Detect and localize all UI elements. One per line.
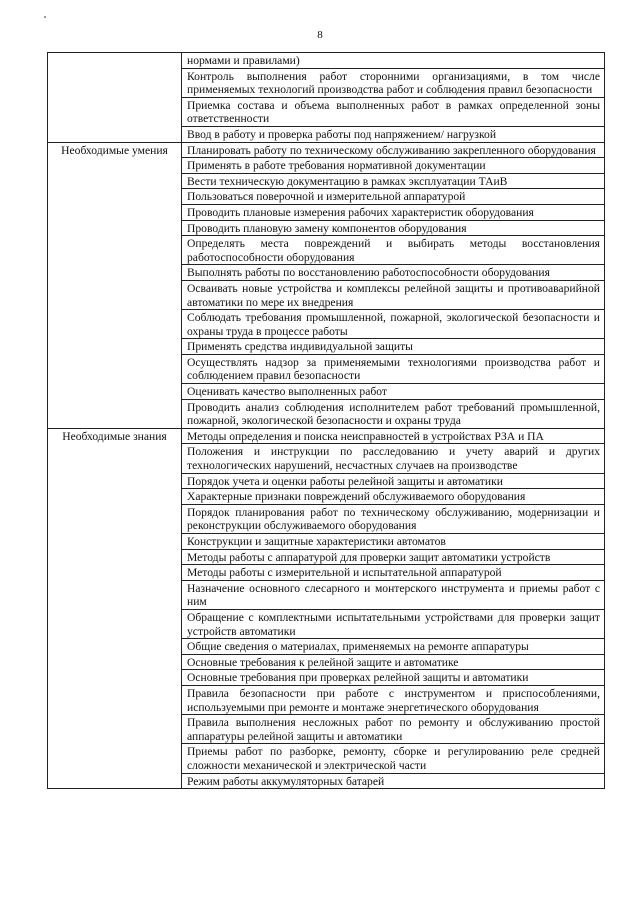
competency-table (47, 52, 605, 789)
table-body (48, 53, 605, 789)
requirement-item: Проводить плановые измерения рабочих характеристик оборудования (182, 204, 605, 220)
requirement-item: Соблюдать требования промышленной, пожарной, экологической безопасности и охраны труда в процессе работы (182, 310, 605, 339)
requirement-item: Обращение с комплектными испытательными устройствами для проверки защит устройств автоматики (182, 609, 605, 638)
requirement-item: Положения и инструкции по расследованию и учету аварий и других технологических нарушений, несчастных случаев на производстве (182, 444, 605, 473)
requirement-item: Конструкции и защитные характеристики автоматов (182, 534, 605, 550)
section-label-empty (48, 53, 182, 143)
table-row (48, 53, 605, 69)
requirement-item: Планировать работу по техническому обслуживанию закрепленного оборудования (182, 142, 605, 158)
requirement-item: Основные требования к релейной защите и автоматике (182, 654, 605, 670)
section-label: Необходимые знания (48, 428, 182, 788)
requirement-item: Осуществлять надзор за применяемыми технологиями производства работ и соблюдением правил безопасности (182, 354, 605, 383)
requirement-item: Правила выполнения несложных работ по ремонту и обслуживанию простой аппаратуры релейной защиты и автоматики (182, 715, 605, 744)
requirement-item: Осваивать новые устройства и комплексы релейной защиты и противоаварийной автоматики по мере их внедрения (182, 280, 605, 309)
section-label: Необходимые умения (48, 142, 182, 428)
requirement-item: Порядок учета и оценки работы релейной защиты и автоматики (182, 473, 605, 489)
requirement-item: Приемка состава и объема выполненных работ в рамках определенной зоны ответственности (182, 97, 605, 126)
requirement-item: Приемы работ по разборке, ремонту, сборке и регулированию реле средней сложности механической и электрической части (182, 744, 605, 773)
table-row (48, 142, 605, 158)
requirement-item: Общие сведения о материалах, применяемых на ремонте аппаратуры (182, 639, 605, 655)
requirement-item: Характерные признаки повреждений обслуживаемого оборудования (182, 489, 605, 505)
requirement-item: Проводить плановую замену компонентов оборудования (182, 220, 605, 236)
requirement-item: Порядок планирования работ по техническому обслуживанию, модернизации и реконструкции обслуживаемого оборудования (182, 504, 605, 533)
page-number: 8 (317, 29, 323, 41)
requirement-item: Методы работы с аппаратурой для проверки защит автоматики устройств (182, 549, 605, 565)
requirement-item: нормами и правилами) (182, 53, 605, 69)
requirement-item: Выполнять работы по восстановлению работоспособности оборудования (182, 265, 605, 281)
requirement-item: Ввод в работу и проверка работы под напряжением/ нагрузкой (182, 126, 605, 142)
requirement-item: Определять места повреждений и выбирать методы восстановления работоспособности оборудования (182, 236, 605, 265)
requirement-item: Контроль выполнения работ сторонними организациями, в том числе применяемых технологий производства работ и соблюдения правил безопасности (182, 68, 605, 97)
requirement-item: Режим работы аккумуляторных батарей (182, 773, 605, 789)
requirement-item: Оценивать качество выполненных работ (182, 384, 605, 400)
requirement-item: Применять средства индивидуальной защиты (182, 339, 605, 355)
requirement-item: Назначение основного слесарного и монтерского инструмента и приемы работ с ним (182, 580, 605, 609)
requirement-item: Проводить анализ соблюдения исполнителем работ требований промышленной, пожарной, экологической безопасности и охраны труда (182, 399, 605, 428)
requirement-item: Методы работы с измерительной и испытательной аппаратурой (182, 565, 605, 581)
scan-dot (44, 16, 46, 18)
requirement-item: Пользоваться поверочной и измерительной аппаратурой (182, 189, 605, 205)
requirement-item: Основные требования при проверках релейной защиты и автоматики (182, 670, 605, 686)
requirement-item: Правила безопасности при работе с инструментом и приспособлениями, используемыми при ремонте и монтаже энергетического оборудования (182, 685, 605, 714)
requirement-item: Вести техническую документацию в рамках эксплуатации ТАиВ (182, 173, 605, 189)
table-row (48, 428, 605, 444)
requirement-item: Методы определения и поиска неисправностей в устройствах РЗА и ПА (182, 428, 605, 444)
requirement-item: Применять в работе требования нормативной документации (182, 158, 605, 174)
